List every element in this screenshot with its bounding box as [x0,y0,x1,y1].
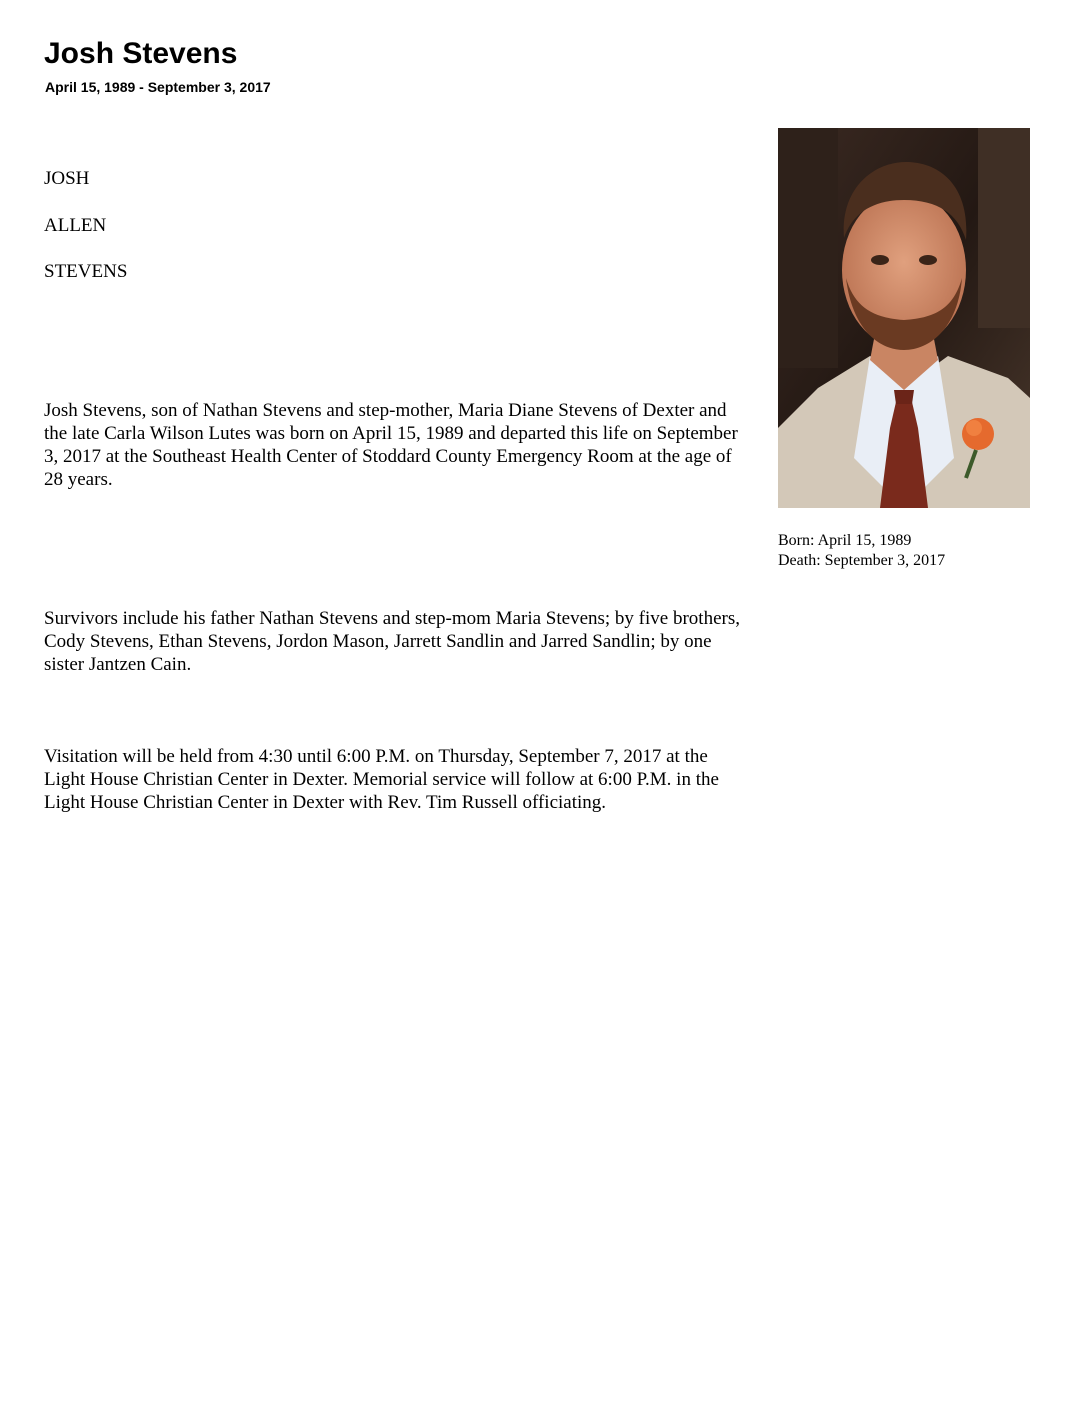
name-line-middle: ALLEN [44,215,107,236]
born-date: Born: April 15, 1989 [778,532,912,549]
portrait-photo [778,128,1030,508]
survivors-paragraph: Survivors include his father Nathan Stevens and step-mom Maria Stevens; by five brothers, Cody Stevens, Ethan Stevens, Jordon Mason, Jarrett Sandlin and Jarred Sandlin; by one sister Jantzen Cain. [44,608,740,675]
death-date: Death: September 3, 2017 [778,552,946,569]
page-title: Josh Stevens [44,37,238,70]
page-dates: April 15, 1989 - September 3, 2017 [45,79,271,95]
obituary-paragraph: Josh Stevens, son of Nathan Stevens and step-mother, Maria Diane Stevens of Dexter and the late Carla Wilson Lutes was born on April 15, 1989 and departed this life on September 3, 2017 at the Southeast Health Center of Stoddard County Emergency Room at the age of 28 years. [44,400,738,490]
name-line-last: STEVENS [44,261,128,282]
photo-caption [778,531,945,571]
visitation-paragraph: Visitation will be held from 4:30 until 6:00 P.M. on Thursday, September 7, 2017 at the Light House Christian Center in Dexter. Memorial service will follow at 6:00 P.M. in the Light House Christian Center in Dexter with Rev. Tim Russell officiating. [44,746,719,813]
name-line-first: JOSH [44,168,90,189]
